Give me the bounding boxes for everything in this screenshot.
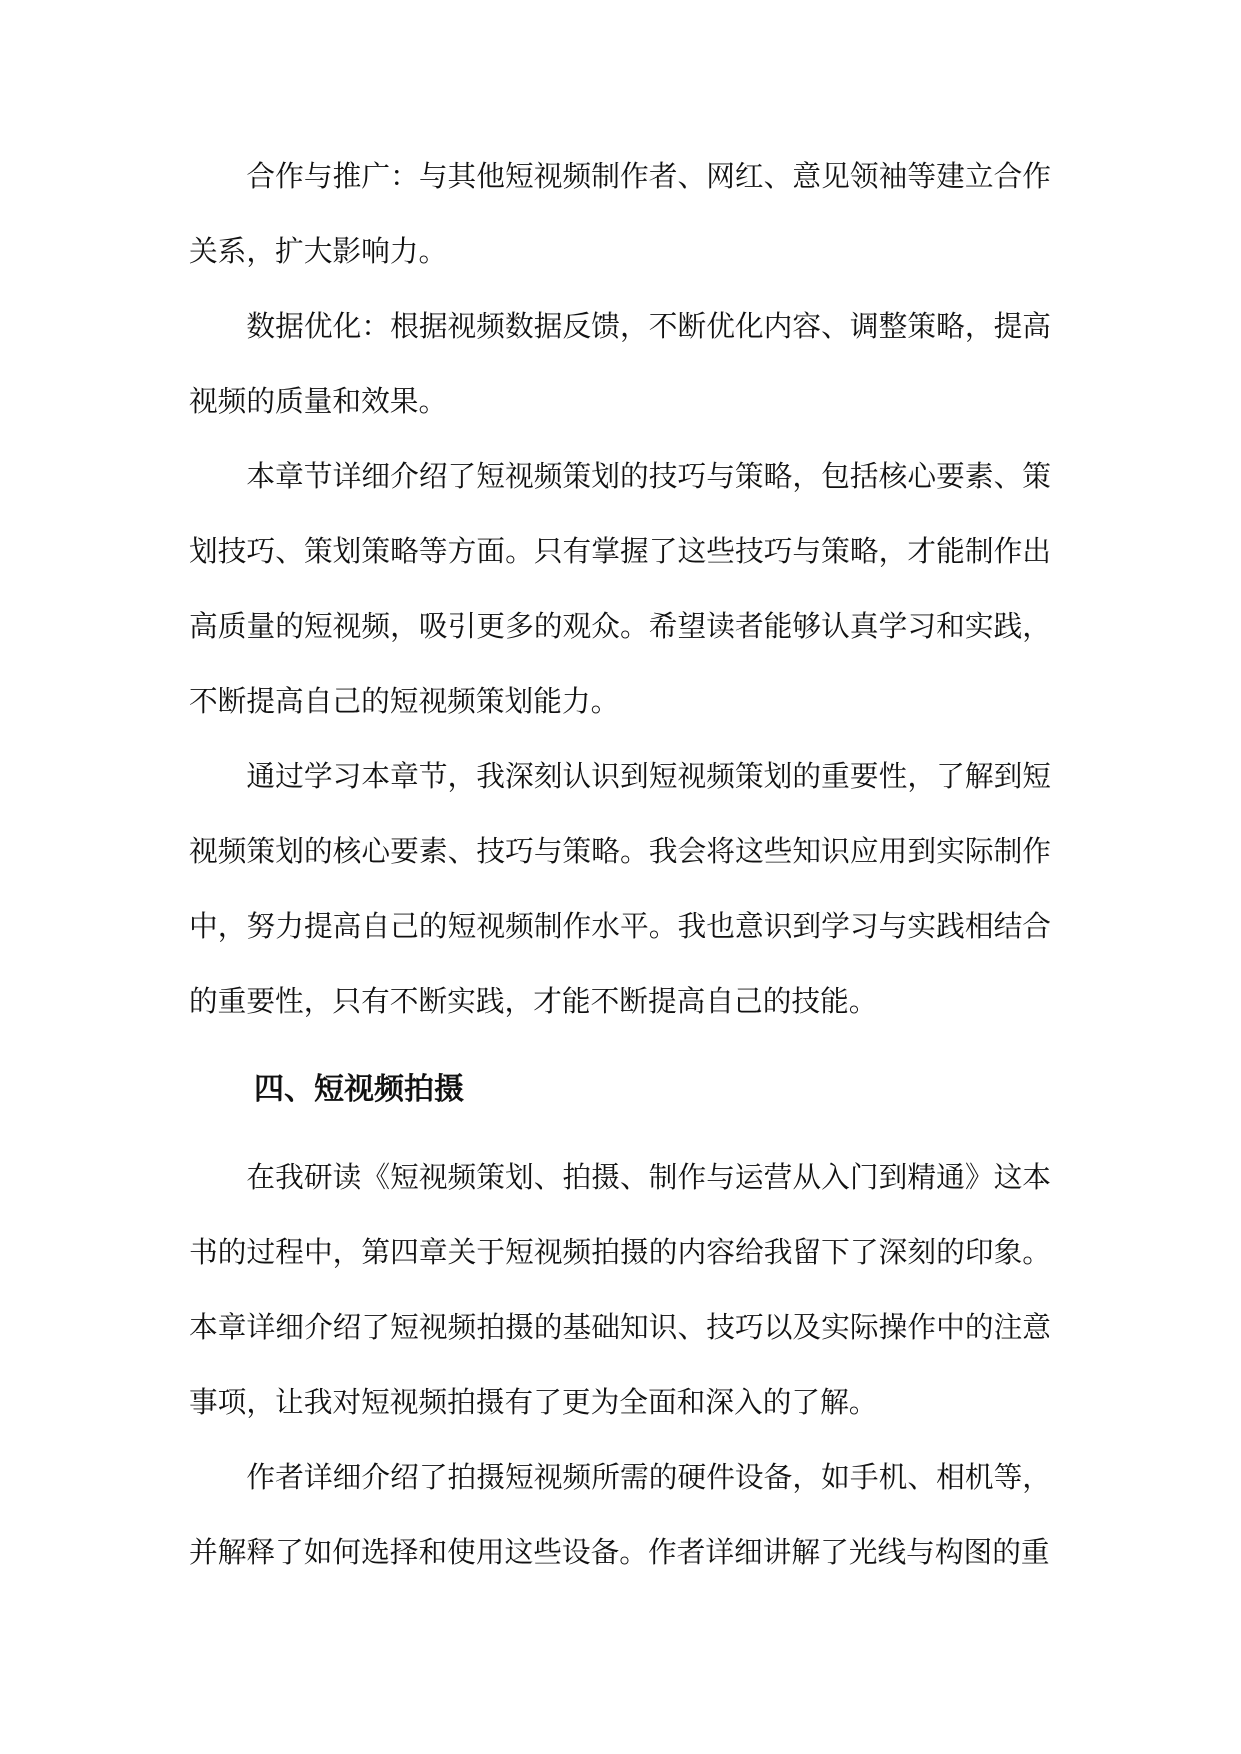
page-content: [189, 139, 1051, 1590]
paragraph-data-optimization: 数据优化：根据视频数据反馈，不断优化内容、调整策略，提高视频的质量和效果。: [189, 309, 1051, 418]
paragraph-chapter-four-intro: 在我研读《短视频策划、拍摄、制作与运营从入门到精通》这本书的过程中，第四章关于短视频拍摄的内容给我留下了深刻的印象。本章详细介绍了短视频拍摄的基础知识、技巧以及实际操作中的注意事项，让我对短视频拍摄有了更为全面和深入的了解。: [189, 1160, 1051, 1419]
paragraph-reflection: 通过学习本章节，我深刻认识到短视频策划的重要性，了解到短视频策划的核心要素、技巧与策略。我会将这些知识应用到实际制作中，努力提高自己的短视频制作水平。我也意识到学习与实践相结合的重要性，只有不断实践，才能不断提高自己的技能。: [189, 759, 1051, 1018]
paragraph-chapter-summary: 本章节详细介绍了短视频策划的技巧与策略，包括核心要素、策划技巧、策划策略等方面。只有掌握了这些技巧与策略，才能制作出高质量的短视频，吸引更多的观众。希望读者能够认真学习和实践，不断提高自己的短视频策划能力。: [189, 459, 1051, 718]
paragraph-equipment: 作者详细介绍了拍摄短视频所需的硬件设备，如手机、相机等，并解释了如何选择和使用这些设备。作者详细讲解了光线与构图的重: [189, 1460, 1051, 1569]
paragraph-cooperation: 合作与推广：与其他短视频制作者、网红、意见领袖等建立合作关系，扩大影响力。: [189, 159, 1051, 268]
section-heading: 四、短视频拍摄: [254, 1072, 464, 1107]
